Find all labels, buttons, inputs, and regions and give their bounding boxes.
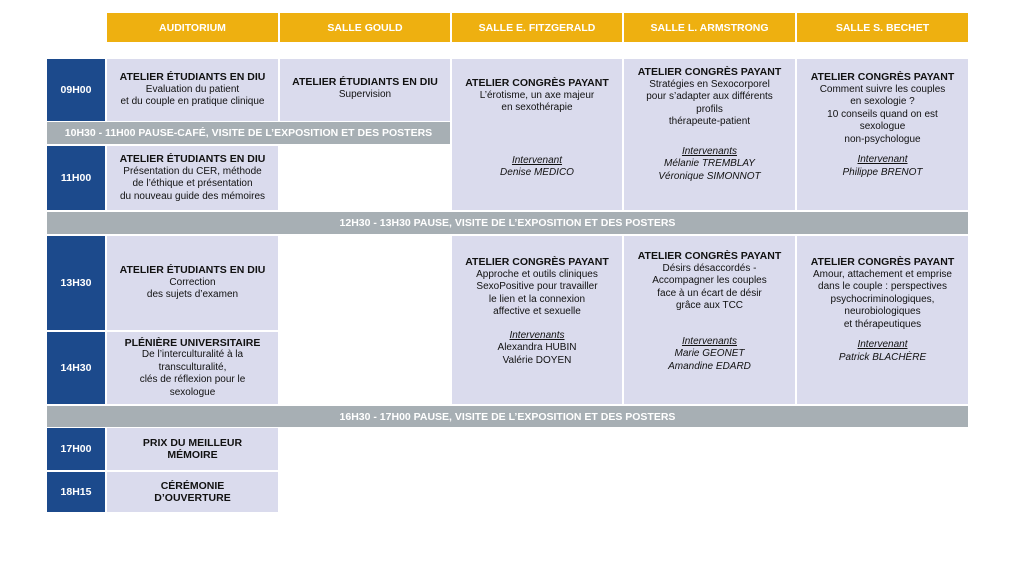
speaker-name: Alexandra HUBIN bbox=[497, 342, 577, 353]
session-line: 10 conseils quand on est bbox=[827, 108, 938, 120]
session-auditorium-1430 bbox=[107, 332, 278, 404]
time-1100: 11H00 bbox=[47, 146, 105, 210]
session-title: ATELIER ÉTUDIANTS EN DIU bbox=[119, 153, 266, 165]
session-line: profils bbox=[696, 103, 723, 115]
speaker-name: Mélanie TREMBLAY bbox=[664, 158, 755, 169]
session-line: L’érotisme, un axe majeur bbox=[479, 89, 595, 101]
time-0900: 09H00 bbox=[47, 59, 105, 121]
session-auditorium-1330 bbox=[107, 236, 278, 330]
speaker-role: Intervenants bbox=[681, 335, 738, 347]
session-fitzgerald-1330 bbox=[452, 236, 622, 404]
session-line: des sujets d’examen bbox=[146, 289, 239, 301]
time-1700: 17H00 bbox=[47, 428, 105, 470]
session-bechet-0900 bbox=[797, 59, 968, 210]
session-auditorium-1100 bbox=[107, 146, 278, 210]
session-title: PLÉNIÈRE UNIVERSITAIRE bbox=[124, 336, 261, 349]
session-auditorium-0900 bbox=[107, 59, 278, 121]
speaker-role: Intervenants bbox=[681, 145, 738, 157]
speaker-name: Valérie DOYEN bbox=[502, 354, 572, 366]
speaker-name: Philippe BRENOT bbox=[842, 166, 923, 178]
session-line: Amour, attachement et emprise bbox=[813, 268, 952, 280]
speaker-name: Amandine EDARD bbox=[668, 360, 751, 372]
session-line: Correction bbox=[169, 276, 216, 288]
session-title: ATELIER ÉTUDIANTS EN DIU bbox=[119, 71, 266, 84]
session-line: affective et sexuelle bbox=[493, 306, 581, 317]
session-line: pour s’adapter aux différents bbox=[646, 91, 773, 102]
session-line: Désirs désaccordés - bbox=[662, 262, 757, 274]
session-line: psychocriminologiques, bbox=[830, 293, 935, 305]
session-line: Approche et outils cliniques bbox=[476, 268, 598, 280]
session-title: PRIX DU MEILLEUR bbox=[142, 436, 243, 449]
session-bechet-1330 bbox=[797, 236, 968, 404]
speaker-name: Marie GEONET bbox=[674, 348, 745, 359]
session-line: transculturalité, bbox=[158, 361, 227, 373]
session-line: Présentation du CER, méthode bbox=[123, 165, 262, 177]
pause-bar-morning: 10H30 - 11H00 PAUSE-CAFÉ, VISITE DE L’EXPOSITION ET DES POSTERS bbox=[47, 122, 450, 144]
time-1330: 13H30 bbox=[47, 236, 105, 330]
session-line: De l’interculturalité à la bbox=[141, 349, 244, 361]
session-line: du nouveau guide des mémoires bbox=[119, 190, 266, 202]
session-line: thérapeute-patient bbox=[668, 116, 751, 127]
session-line: SexoPositive pour travailler bbox=[476, 281, 598, 292]
session-line: Stratégies en Sexocorporel bbox=[649, 78, 770, 90]
speaker-role: Intervenant bbox=[857, 339, 908, 350]
session-line: face à un écart de désir bbox=[657, 287, 762, 299]
header-salle-bechet: SALLE S. BECHET bbox=[797, 13, 968, 42]
session-line: clés de réflexion pour le bbox=[139, 374, 246, 386]
session-auditorium-1700 bbox=[107, 428, 278, 470]
session-line: et thérapeutiques bbox=[843, 318, 922, 330]
header-salle-fitzgerald: SALLE E. FITZGERALD bbox=[452, 13, 622, 42]
session-auditorium-1815 bbox=[107, 472, 278, 512]
header-salle-armstrong: SALLE L. ARMSTRONG bbox=[624, 13, 795, 42]
session-line: dans le couple : perspectives bbox=[818, 281, 947, 292]
session-line: Supervision bbox=[338, 88, 392, 100]
time-1815: 18H15 bbox=[47, 472, 105, 512]
session-title: ATELIER CONGRÈS PAYANT bbox=[465, 77, 609, 89]
session-gould-0900 bbox=[280, 59, 450, 121]
speaker-name: Denise MEDICO bbox=[500, 167, 574, 178]
session-title: CÉRÉMONIE bbox=[160, 479, 225, 492]
session-line: Comment suivre les couples bbox=[819, 83, 946, 95]
session-title: ATELIER CONGRÈS PAYANT bbox=[465, 256, 609, 268]
pause-bar-afternoon: 16H30 - 17H00 PAUSE, VISITE DE L’EXPOSITION ET DES POSTERS bbox=[47, 406, 968, 427]
session-title-line: MÉMOIRE bbox=[167, 449, 218, 461]
speaker-role: Intervenant bbox=[857, 154, 908, 165]
time-1430: 14H30 bbox=[47, 332, 105, 404]
session-line: le lien et la connexion bbox=[488, 293, 586, 305]
pause-bar-lunch: 12H30 - 13H30 PAUSE, VISITE DE L’EXPOSITION ET DES POSTERS bbox=[47, 212, 968, 234]
session-title: ATELIER ÉTUDIANTS EN DIU bbox=[292, 76, 438, 88]
header-salle-gould: SALLE GOULD bbox=[280, 13, 450, 42]
session-title: ATELIER CONGRÈS PAYANT bbox=[637, 250, 782, 262]
session-line: Accompagner les couples bbox=[652, 275, 767, 286]
session-title: ATELIER CONGRÈS PAYANT bbox=[810, 71, 955, 83]
session-line: Evaluation du patient bbox=[145, 83, 240, 95]
speaker-name: Patrick BLACHÈRE bbox=[838, 351, 927, 363]
session-title: ATELIER CONGRÈS PAYANT bbox=[637, 66, 782, 78]
session-title: ATELIER ÉTUDIANTS EN DIU bbox=[119, 264, 266, 277]
session-line: de l’éthique et présentation bbox=[132, 178, 253, 189]
speaker-role: Intervenant bbox=[511, 154, 563, 166]
session-armstrong-1330 bbox=[624, 236, 795, 404]
speaker-name: Véronique SIMONNOT bbox=[658, 170, 761, 182]
session-armstrong-0900 bbox=[624, 59, 795, 210]
session-line: grâce aux TCC bbox=[675, 300, 744, 311]
session-line: et du couple en pratique clinique bbox=[120, 96, 265, 108]
session-fitzgerald-0900 bbox=[452, 59, 622, 210]
session-title: ATELIER CONGRÈS PAYANT bbox=[810, 256, 955, 268]
session-line: sexologue bbox=[859, 121, 906, 132]
session-line: en sexologie ? bbox=[850, 96, 915, 107]
session-line: neurobiologiques bbox=[844, 306, 921, 317]
session-line: sexologue bbox=[169, 386, 216, 398]
header-auditorium: AUDITORIUM bbox=[107, 13, 278, 42]
speaker-role: Intervenants bbox=[509, 329, 565, 341]
session-title-line: D’OUVERTURE bbox=[154, 492, 231, 504]
session-line: non-psychologue bbox=[844, 133, 921, 145]
session-line: en sexothérapie bbox=[501, 102, 573, 113]
